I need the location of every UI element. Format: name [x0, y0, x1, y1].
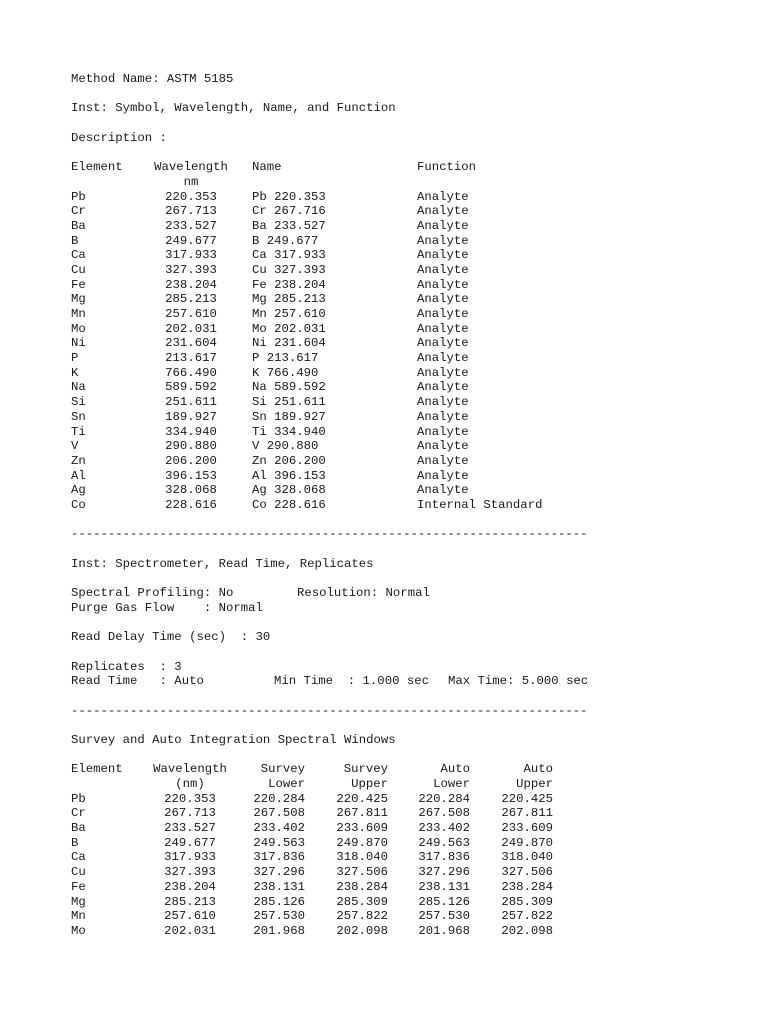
- header-element: Element: [71, 762, 123, 777]
- cell-function: Analyte: [417, 365, 469, 380]
- table-row: [71, 248, 588, 263]
- cell-function: Analyte: [417, 453, 469, 468]
- cell-auto-lower: 238.131: [418, 879, 470, 894]
- cell-element: Ca: [71, 850, 86, 865]
- table-header-sub: [71, 777, 588, 792]
- cell-function: Analyte: [417, 233, 469, 248]
- cell-name: Na 589.592: [252, 380, 326, 395]
- header-wavelength: Wavelength: [153, 762, 227, 777]
- cell-element: B: [71, 835, 79, 850]
- spectral-profiling-row: [71, 586, 588, 601]
- cell-function: Analyte: [417, 189, 469, 204]
- element-function-table: [71, 160, 588, 513]
- cell-wavelength: 202.031: [164, 923, 216, 938]
- table-row: [71, 895, 588, 910]
- cell-survey-lower: 257.530: [253, 909, 305, 924]
- cell-auto-lower: 220.284: [418, 791, 470, 806]
- cell-wavelength: 257.610: [165, 307, 217, 321]
- cell-function: Internal Standard: [417, 497, 543, 512]
- cell-function: Analyte: [417, 424, 469, 439]
- cell-name: Fe 238.204: [252, 277, 326, 292]
- cell-auto-lower: 267.508: [418, 806, 470, 821]
- cell-function: Analyte: [417, 336, 469, 351]
- header-auto-upper-sub: Upper: [516, 777, 553, 791]
- table-row: [71, 234, 588, 249]
- cell-wavelength: 290.880: [165, 439, 217, 454]
- cell-auto-upper: 202.098: [501, 923, 553, 938]
- table-row: [71, 806, 588, 821]
- cell-name: Al 396.153: [252, 468, 326, 483]
- read-delay-time: Read Delay Time (sec) : 30: [71, 630, 271, 645]
- cell-function: Analyte: [417, 262, 469, 277]
- table-row: [71, 454, 588, 469]
- separator-line: ----------------------------------------------------------------------: [71, 527, 588, 542]
- cell-element: Cr: [71, 806, 86, 821]
- cell-survey-upper: 202.098: [336, 923, 388, 938]
- header-survey-lower: Survey: [260, 762, 305, 777]
- cell-auto-lower: 285.126: [418, 894, 470, 909]
- cell-function: Analyte: [417, 380, 469, 395]
- min-time: Min Time : 1.000 sec: [274, 674, 429, 689]
- cell-name: Co 228.616: [252, 497, 326, 512]
- cell-function: Analyte: [417, 439, 469, 454]
- table-row: [71, 880, 588, 895]
- cell-element: Mn: [71, 909, 86, 924]
- cell-name: Ti 334.940: [252, 424, 326, 439]
- table-row: [71, 850, 588, 865]
- cell-survey-lower: 201.968: [253, 923, 305, 938]
- inst-symbol-heading: Inst: Symbol, Wavelength, Name, and Function: [71, 101, 396, 116]
- cell-wavelength: 285.213: [165, 292, 217, 307]
- cell-auto-upper: 267.811: [501, 806, 553, 821]
- cell-survey-upper: 233.609: [336, 821, 388, 836]
- table-row: [71, 836, 588, 851]
- cell-wavelength: 231.604: [165, 336, 217, 351]
- table-row: [71, 380, 588, 395]
- cell-survey-upper: 327.506: [336, 865, 388, 880]
- cell-element: V: [71, 439, 79, 454]
- header-wavelength-unit: (nm): [175, 777, 205, 791]
- table-row: [71, 821, 588, 836]
- cell-wavelength: 328.068: [165, 483, 217, 498]
- header-name: Name: [252, 160, 282, 175]
- cell-function: Analyte: [417, 351, 469, 366]
- cell-function: Analyte: [417, 468, 469, 483]
- cell-function: Analyte: [417, 277, 469, 292]
- cell-survey-lower: 238.131: [253, 879, 305, 894]
- cell-name: Ba 233.527: [252, 218, 326, 233]
- cell-function: Analyte: [417, 292, 469, 307]
- table-row: [71, 190, 588, 205]
- cell-element: Ba: [71, 821, 86, 836]
- cell-name: P 213.617: [252, 351, 319, 366]
- table-row: [71, 263, 588, 278]
- cell-element: Ca: [71, 248, 86, 263]
- cell-wavelength: 249.677: [164, 835, 216, 850]
- table-row: [71, 307, 588, 322]
- table-row: [71, 498, 588, 513]
- cell-survey-upper: 257.822: [336, 909, 388, 924]
- cell-wavelength: 257.610: [164, 909, 216, 924]
- cell-name: Mn 257.610: [252, 307, 326, 321]
- header-wavelength: Wavelength: [154, 160, 228, 175]
- cell-wavelength: 317.933: [165, 248, 217, 263]
- table-header-units: [71, 175, 588, 190]
- cell-name: Cr 267.716: [252, 204, 326, 219]
- cell-element: Mn: [71, 307, 86, 321]
- read-time-row: [71, 674, 588, 689]
- cell-auto-upper: 318.040: [501, 850, 553, 865]
- spectral-windows-table: [71, 762, 588, 938]
- cell-function: Analyte: [417, 483, 469, 498]
- cell-function: Analyte: [417, 409, 469, 424]
- cell-name: Cu 327.393: [252, 262, 326, 277]
- table-row: [71, 278, 588, 293]
- cell-auto-lower: 257.530: [418, 909, 470, 924]
- resolution: Resolution: Normal: [297, 586, 430, 601]
- cell-element: Mo: [71, 321, 86, 336]
- cell-wavelength: 589.592: [165, 380, 217, 395]
- cell-auto-upper: 220.425: [501, 791, 553, 806]
- cell-auto-lower: 327.296: [418, 865, 470, 880]
- cell-element: Na: [71, 380, 86, 395]
- cell-survey-upper: 249.870: [336, 835, 388, 850]
- table-row: [71, 909, 588, 924]
- cell-function: Analyte: [417, 204, 469, 219]
- cell-wavelength: 327.393: [165, 262, 217, 277]
- cell-auto-upper: 233.609: [501, 821, 553, 836]
- cell-auto-lower: 233.402: [418, 821, 470, 836]
- table-row: [71, 219, 588, 234]
- cell-auto-upper: 257.822: [501, 909, 553, 924]
- table-header: [71, 762, 588, 777]
- cell-wavelength: 213.617: [165, 351, 217, 366]
- method-name: Method Name: ASTM 5185: [71, 72, 234, 86]
- table-row: [71, 351, 588, 366]
- cell-element: Ti: [71, 424, 86, 439]
- cell-name: Mo 202.031: [252, 321, 326, 336]
- cell-survey-lower: 285.126: [253, 894, 305, 909]
- cell-element: Si: [71, 395, 86, 410]
- table-row: [71, 924, 588, 939]
- cell-name: Pb 220.353: [252, 189, 326, 204]
- method-report: [71, 72, 588, 939]
- read-time: Read Time : Auto: [71, 674, 204, 689]
- table-row: [71, 483, 588, 498]
- cell-survey-lower: 317.836: [253, 850, 305, 865]
- cell-wavelength: 334.940: [165, 424, 217, 439]
- cell-wavelength: 327.393: [164, 865, 216, 880]
- header-wavelength-unit: nm: [183, 174, 199, 189]
- table-row: [71, 366, 588, 381]
- separator-line-2: ----------------------------------------------------------------------: [71, 703, 588, 718]
- cell-name: Ca 317.933: [252, 248, 326, 263]
- cell-survey-lower: 220.284: [253, 791, 305, 806]
- cell-element: Ni: [71, 336, 86, 351]
- cell-name: Ni 231.604: [252, 336, 326, 351]
- cell-wavelength: 267.713: [164, 806, 216, 821]
- cell-survey-upper: 285.309: [336, 894, 388, 909]
- cell-element: Fe: [71, 879, 86, 894]
- replicates: Replicates : 3: [71, 659, 182, 674]
- cell-element: Cu: [71, 865, 86, 880]
- cell-element: K: [71, 365, 79, 380]
- table-header: [71, 160, 588, 175]
- cell-survey-lower: 249.563: [253, 835, 305, 850]
- survey-heading: Survey and Auto Integration Spectral Windows: [71, 732, 396, 747]
- table-row: [71, 204, 588, 219]
- cell-name: Ag 328.068: [252, 483, 326, 498]
- cell-element: Fe: [71, 277, 86, 292]
- table-row: [71, 425, 588, 440]
- table-row: [71, 410, 588, 425]
- header-auto-lower: Auto: [440, 762, 470, 777]
- header-auto-upper: Auto: [523, 762, 553, 777]
- cell-element: Al: [71, 468, 86, 483]
- cell-element: Pb: [71, 791, 86, 806]
- cell-wavelength: 233.527: [164, 821, 216, 836]
- cell-wavelength: 285.213: [164, 894, 216, 909]
- cell-survey-lower: 267.508: [253, 806, 305, 821]
- table-row: [71, 292, 588, 307]
- header-element: Element: [71, 160, 123, 175]
- cell-survey-upper: 238.284: [336, 879, 388, 894]
- header-function: Function: [417, 160, 477, 175]
- cell-wavelength: 396.153: [165, 468, 217, 483]
- cell-wavelength: 206.200: [165, 453, 217, 468]
- cell-element: Co: [71, 497, 86, 512]
- cell-name: V 290.880: [252, 439, 319, 454]
- cell-element: Ba: [71, 218, 86, 233]
- cell-wavelength: 228.616: [165, 497, 217, 512]
- spectral-profiling: Spectral Profiling: No: [71, 586, 234, 601]
- cell-element: Mg: [71, 894, 86, 909]
- cell-auto-upper: 249.870: [501, 835, 553, 850]
- header-survey-lower-sub: Lower: [268, 777, 305, 791]
- cell-name: B 249.677: [252, 233, 319, 248]
- cell-survey-upper: 267.811: [336, 806, 388, 821]
- cell-wavelength: 233.527: [165, 218, 217, 233]
- max-time: Max Time: 5.000 sec: [448, 674, 589, 689]
- cell-auto-lower: 249.563: [418, 835, 470, 850]
- cell-wavelength: 238.204: [164, 879, 216, 894]
- cell-function: Analyte: [417, 218, 469, 233]
- cell-wavelength: 220.353: [165, 189, 217, 204]
- cell-element: Pb: [71, 189, 86, 204]
- cell-element: P: [71, 351, 79, 366]
- header-survey-upper-sub: Upper: [351, 777, 388, 791]
- cell-name: Mg 285.213: [252, 292, 326, 307]
- header-auto-lower-sub: Lower: [433, 777, 470, 791]
- cell-function: Analyte: [417, 321, 469, 336]
- table-row: [71, 865, 588, 880]
- cell-element: Cr: [71, 204, 86, 219]
- cell-element: Sn: [71, 409, 86, 424]
- cell-function: Analyte: [417, 248, 469, 263]
- cell-auto-lower: 317.836: [418, 850, 470, 865]
- cell-wavelength: 189.927: [165, 409, 217, 424]
- header-survey-upper: Survey: [343, 762, 388, 777]
- cell-name: K 766.490: [252, 365, 319, 380]
- cell-element: Mg: [71, 292, 86, 307]
- purge-gas-flow: Purge Gas Flow : Normal: [71, 600, 263, 615]
- cell-auto-upper: 238.284: [501, 879, 553, 894]
- cell-name: Zn 206.200: [252, 453, 326, 468]
- cell-survey-upper: 220.425: [336, 791, 388, 806]
- cell-name: Si 251.611: [252, 395, 326, 410]
- table-row: [71, 439, 588, 454]
- cell-element: Ag: [71, 483, 86, 498]
- cell-element: Cu: [71, 262, 86, 277]
- cell-element: B: [71, 233, 79, 248]
- cell-wavelength: 766.490: [165, 365, 217, 380]
- table-row: [71, 469, 588, 484]
- cell-wavelength: 267.713: [165, 204, 217, 219]
- cell-element: Zn: [71, 453, 86, 468]
- cell-auto-upper: 285.309: [501, 894, 553, 909]
- cell-wavelength: 251.611: [165, 395, 217, 410]
- table-row: [71, 395, 588, 410]
- cell-wavelength: 220.353: [164, 791, 216, 806]
- cell-element: Mo: [71, 923, 86, 938]
- description-label: Description :: [71, 130, 167, 145]
- cell-wavelength: 249.677: [165, 233, 217, 248]
- cell-function: Analyte: [417, 395, 469, 410]
- cell-name: Sn 189.927: [252, 409, 326, 424]
- cell-survey-lower: 233.402: [253, 821, 305, 836]
- cell-wavelength: 238.204: [165, 277, 217, 292]
- table-row: [71, 336, 588, 351]
- table-row: [71, 322, 588, 337]
- cell-auto-lower: 201.968: [418, 923, 470, 938]
- cell-survey-upper: 318.040: [336, 850, 388, 865]
- cell-survey-lower: 327.296: [253, 865, 305, 880]
- inst-spectrometer-heading: Inst: Spectrometer, Read Time, Replicates: [71, 556, 374, 571]
- cell-wavelength: 202.031: [165, 321, 217, 336]
- cell-auto-upper: 327.506: [501, 865, 553, 880]
- cell-function: Analyte: [417, 307, 469, 321]
- cell-wavelength: 317.933: [164, 850, 216, 865]
- table-row: [71, 792, 588, 807]
